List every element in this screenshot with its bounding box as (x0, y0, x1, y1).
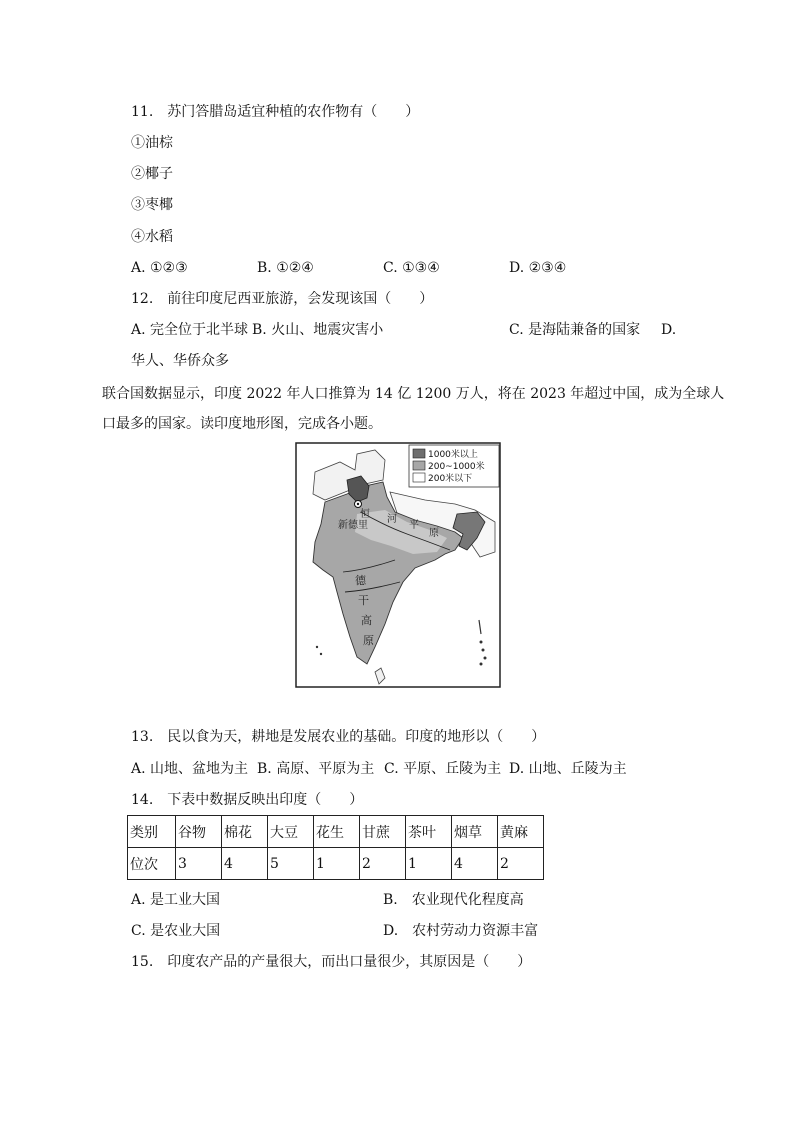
q13-option-d: D. 山地、丘陵为主 (509, 761, 627, 777)
table-cell: 位次 (128, 848, 176, 880)
india-terrain-map (295, 442, 501, 688)
legend-swatch-high (413, 449, 425, 458)
table-row (128, 848, 544, 880)
q11-option-d: D. ②③④ (509, 260, 567, 276)
table-cell: 4 (452, 848, 498, 880)
q14-stem: 14. 下表中数据反映出印度（ ） (131, 792, 364, 808)
map-label-plain-2: 河 (387, 514, 397, 525)
q12-option-b: B. 火山、地震灾害小 (252, 322, 384, 338)
intro-line-2: 口最多的国家。读印度地形图，完成各小题。 (102, 416, 382, 432)
q13-option-a: A. 山地、盆地为主 (131, 761, 249, 777)
map-label-city: 新德里 (338, 520, 368, 531)
q12-option-a: A. 完全位于北半球 (131, 322, 249, 338)
table-cell: 烟草 (452, 816, 498, 848)
table-cell: 甘蔗 (360, 816, 406, 848)
q14-data-table (127, 815, 544, 880)
q13-stem: 13. 民以食为天，耕地是发展农业的基础。印度的地形以（ ） (131, 729, 546, 745)
q11-stem: 11. 苏门答腊岛适宜种植的农作物有（ ） (131, 104, 420, 120)
table-cell: 类别 (128, 816, 176, 848)
q12-option-d-text: 华人、华侨众多 (131, 353, 229, 369)
map-label-plain-3: 平 (409, 520, 419, 531)
table-cell: 茶叶 (406, 816, 452, 848)
map-label-plateau-1: 德 (355, 574, 366, 587)
table-cell: 1 (314, 848, 360, 880)
legend-label-high: 1000米以上 (428, 450, 478, 460)
q11-option-a: A. ①②③ (131, 260, 188, 276)
q11-item-3: ③枣椰 (131, 197, 173, 213)
q15-stem: 15. 印度农产品的产量很大，而出口量很少，其原因是（ ） (131, 954, 532, 970)
table-cell: 3 (176, 848, 222, 880)
legend-swatch-low (413, 473, 425, 482)
table-cell: 1 (406, 848, 452, 880)
q11-item-1: ①油棕 (131, 135, 173, 151)
q12-option-c: C. 是海陆兼备的国家 (509, 322, 641, 338)
q11-item-4: ④水稻 (131, 229, 173, 245)
table-cell: 2 (360, 848, 406, 880)
legend-swatch-mid (413, 461, 425, 470)
q11-option-b: B. ①②④ (257, 260, 314, 276)
q13-option-c: C. 平原、丘陵为主 (384, 761, 502, 777)
q12-stem: 12. 前往印度尼西亚旅游，会发现该国（ ） (131, 291, 434, 307)
map-label-plateau-2: 干 (358, 594, 369, 607)
q11-item-2: ②椰子 (131, 166, 173, 182)
legend-label-mid: 200~1000米 (428, 462, 485, 472)
map-label-plateau-3: 高 (361, 614, 372, 627)
table-cell: 2 (498, 848, 544, 880)
q13-option-b: B. 高原、平原为主 (257, 761, 375, 777)
map-label-plateau-4: 原 (363, 634, 374, 647)
map-label-plain-1: 恒 (360, 509, 370, 520)
table-cell: 棉花 (222, 816, 268, 848)
intro-line-1: 联合国数据显示，印度 2022 年人口推算为 14 亿 1200 万人，将在 2023 年超过中国，成为全球人 (102, 386, 725, 402)
table-cell: 花生 (314, 816, 360, 848)
q12-option-d: D. (661, 322, 677, 338)
q14-option-d: D. 农村劳动力资源丰富 (383, 923, 539, 939)
table-cell: 黄麻 (498, 816, 544, 848)
table-header-row (128, 816, 544, 848)
q11-option-c: C. ①③④ (383, 260, 440, 276)
map-label-plain-4: 原 (429, 528, 439, 539)
table-cell: 大豆 (268, 816, 314, 848)
legend-label-low: 200米以下 (428, 474, 473, 484)
q14-option-a: A. 是工业大国 (131, 892, 221, 908)
table-cell: 5 (268, 848, 314, 880)
table-cell: 4 (222, 848, 268, 880)
map-legend (409, 445, 499, 487)
table-cell: 谷物 (176, 816, 222, 848)
q14-option-c: C. 是农业大国 (131, 923, 221, 939)
q14-option-b: B. 农业现代化程度高 (383, 892, 524, 908)
